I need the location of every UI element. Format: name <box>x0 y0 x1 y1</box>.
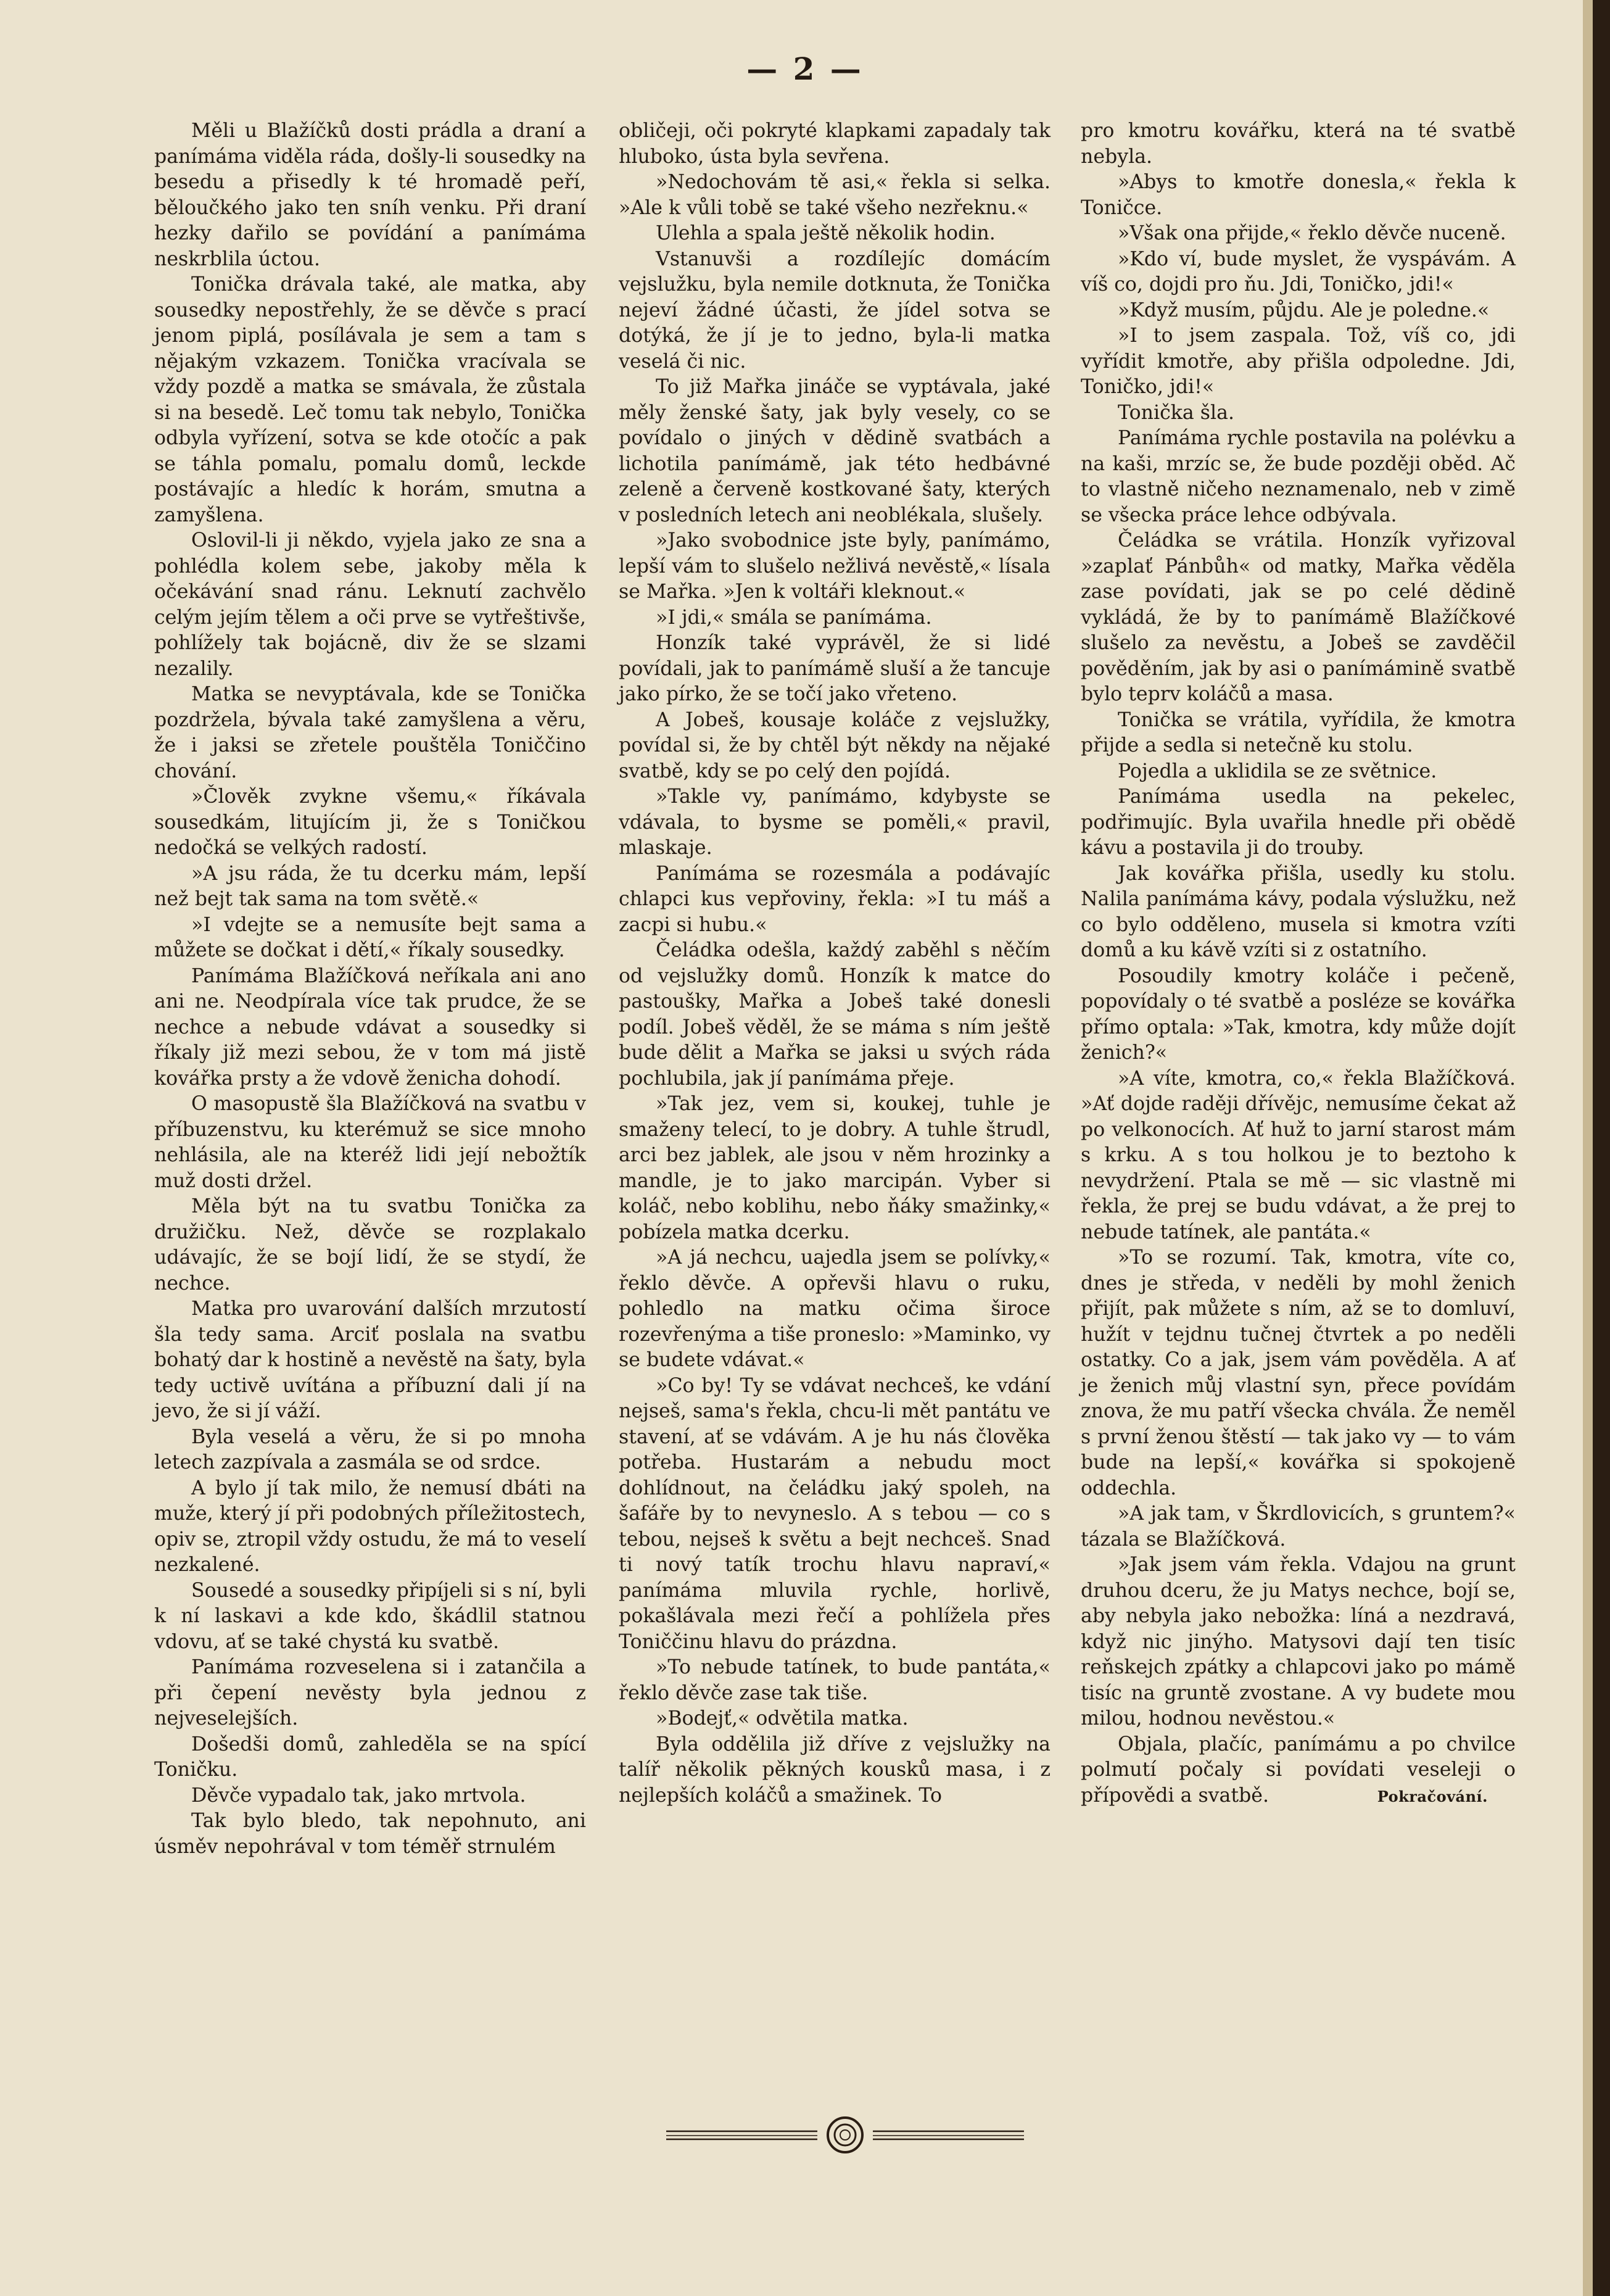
paragraph: »Takle vy, panímámo, kdybyste se vdávala, to bysme se poměli,« pravil, mlaskaje. <box>619 785 1051 859</box>
paragraph: obličeji, oči pokryté klapkami zapadaly tak hluboko, ústa byla sevřena. <box>619 120 1051 168</box>
paragraph: A bylo jí tak milo, že nemusí dbáti na muže, který jí při podobných příležitostech, opiv se, ztropil vždy ostudu, že má to veselí nezkalené. <box>154 1477 586 1576</box>
paragraph: »Abys to kmotře donesla,« řekla k Toničce. <box>1081 171 1516 219</box>
paragraph: Měla být na tu svatbu Tonička za družičku. Než, děvče se rozplakalo udávajíc, že se bojí lidí, že se stydí, že nechce. <box>154 1195 586 1295</box>
paragraph: »Tak jez, vem si, koukej, tuhle je smaženy telecí, to je dobry. A tuhle štrudl, arci bez jablek, ale jsou v něm hrozinky a mandle, je to jako marcipán. Vyber si koláč, nebo koblihu, nebo ňáky smažinky,« pobízela matka dcerku. <box>619 1093 1051 1243</box>
paragraph: Oslovil-li ji někdo, vyjela jako ze sna a pohlédla kolem sebe, jakoby měla k očekávání snad ránu. Leknutí zachvělo celým jejím tělem a oči prve se vytřeštivše, pohlížely tak bojácně, div že se slzami nezalily. <box>154 529 586 680</box>
paragraph: Pojedla a uklidila se ze světnice. <box>1118 760 1437 782</box>
paragraph: Byla oddělila již dříve z vejslužky na talíř několik pěkných kousků masa, i z nejlepších koláčů a smažinek. To <box>619 1733 1051 1807</box>
paragraph: »A jsu ráda, že tu dcerku mám, lepší než bejt tak sama na tom světě.« <box>154 862 586 910</box>
paragraph: Čeládka se vrátila. Honzík vyřizoval »zaplať Pánbůh« od matky, Mařka věděla zase povídati, jak se po celé dědině vykládá, že by to panímámě Blažíčkové slušelo za nevěstu, a Jobeš se zavděčil pověděním, jak by asi o panímámině svatbě bylo teprv koláčů a masa. <box>1081 529 1516 705</box>
paragraph: »A víte, kmotra, co,« řekla Blažíčková. »Ať dojde raději dřívějc, nemusíme čekat až po velkonocích. Ať huž to jarní starost mám s krku. A s tou holkou je to beztoho k nevydržení. Ptala se mě — sic vlastně mi řekla, že prej se budu vdávat, a že prej to nebude tatínek, ale pantáta.« <box>1081 1067 1516 1243</box>
paragraph: O masopustě šla Blažíčková na svatbu v příbuzenstvu, ku kterémuž se sice mnoho nehlásila, ale na kteréž lidi její nebožtík muž dosti držel. <box>154 1093 586 1192</box>
paragraph: »Člověk zvykne všemu,« říkávala sousedkám, litujícím ji, že s Toničkou nedočká se velkých radostí. <box>154 785 586 859</box>
binding-edge <box>1593 0 1610 2296</box>
paragraph: pro kmotru kovářku, která na té svatbě nebyla. <box>1081 120 1516 168</box>
paragraph: Byla veselá a věru, že si po mnoha letech zazpívala a zasmála se od srdce. <box>154 1425 586 1473</box>
paragraph: »Co by! Ty se vdávat nechceš, ke vdání nejseš, sama's řekla, chcu-li mět pantátu ve stavení, ať se vdávám. A je hu nás člověka potřeba. Hustarám a nebudu moct dohlídnout, na čeládku jaký spoleh, na šafáře by to nevyneslo. A s tebou — co s tebou, nejseš k světu a bejt nechceš. Snad ti nový tatík trochu hlavu napraví,« panímáma mluvila rychle, horlivě, pokašlávala mezi řečí a pohlížela přes Toniččinu hlavu do prázdna. <box>619 1374 1051 1653</box>
paragraph: »Jak jsem vám řekla. Vdajou na grunt druhou dceru, že ju Matys nechce, bojí se, aby nebyla jako nebožka: líná a nezdravá, když nic jinýho. Matysovi dají ten tisíc reňskejch zpátky a chlapcovi jako po mámě tisíc na gruntě zvostane. A vy budete mou milou, hodnou nevěstou.« <box>1081 1554 1516 1730</box>
paragraph: »I jdi,« smála se panímáma. <box>656 606 932 629</box>
paragraph: »Když musím, půjdu. Ale je poledne.« <box>1118 299 1490 321</box>
paragraph: Objala, plačíc, panímámu a po chvilce polmutí počaly si povídati veseleji o přípovědi a svatbě. <box>1081 1733 1516 1807</box>
paragraph: Vstanuvši a rozdílejíc domácím vejslužku, byla nemile dotknuta, že Tonička nejeví žádné účasti, že jídel sotva se dotýká, že jí je to jedno, byla-li matka veselá či nic. <box>619 247 1051 373</box>
paragraph: A Jobeš, kousaje koláče z vejslužky, povídal si, že by chtěl být někdy na nějaké svatbě, kdy se po celý den pojídá. <box>619 708 1051 782</box>
paragraph: Panímáma rychle postavila na polévku a na kaši, mrzíc se, že bude později oběd. Ač to vlastně ničeho neznamenalo, neb v zimě se všecka práce lehce odbývala. <box>1081 427 1516 526</box>
paragraph: Děvče vypadalo tak, jako mrtvola. <box>191 1784 526 1807</box>
page-edge <box>1583 0 1593 2296</box>
paragraph: Panímáma rozveselena si i zatančila a při čepení nevěsty byla jednou z nejveselejších. <box>154 1656 586 1730</box>
continuation-note: Pokračování. <box>1377 1788 1488 1805</box>
paragraph: Tonička se vrátila, vyřídila, že kmotra přijde a sedla si netečně ku stolu. <box>1081 708 1516 756</box>
text-column-2 <box>619 118 1051 1809</box>
paragraph: Matka pro uvarování dalších mrzutostí šla tedy sama. Arciť poslala na svatbu bohatý dar k hostině a nevěstě na šaty, byla tedy uctivě uvítána a příbuzní dali jí na jevo, že si jí váží. <box>154 1298 586 1422</box>
paragraph: Měli u Blažíčků dosti prádla a draní a panímáma viděla ráda, došly-li sousedky na besedu a přisedly k té hromadě peří, běloučkého jako ten sníh venku. Při draní hezky dařilo se povídání a panímáma neskrblila úctou. <box>154 120 586 270</box>
paragraph: Tak bylo bledo, tak nepohnuto, ani úsměv nepohrával v tom téměř strnulém <box>154 1810 586 1858</box>
paragraph: Posoudily kmotry koláče i pečeně, popovídaly o té svatbě a posléze se kovářka přímo optala: »Tak, kmotra, kdy může dojít ženich?« <box>1081 964 1516 1064</box>
paragraph: »Však ona přijde,« řeklo děvče nuceně. <box>1118 222 1506 244</box>
paragraph: Došedši domů, zahleděla se na spící Toničku. <box>154 1733 586 1781</box>
end-ornament <box>663 2113 1027 2157</box>
paragraph: »A já nechcu, uajedla jsem se polívky,« řeklo děvče. A opřevši hlavu o ruku, pohledlo na matku očima široce rozevřenýma a tiše proneslo: »Maminko, vy se budete vdávat.« <box>619 1246 1051 1371</box>
paragraph: »Jako svobodnice jste byly, panímámo, lepší vám to slušelo nežlivá nevěstě,« lísala se Mařka. »Jen k voltáři kleknout.« <box>619 529 1051 603</box>
paragraph: Jak kovářka přišla, usedly ku stolu. Nalila panímáma kávy, podala výslužku, než co bylo odděleno, musela si kmotra vzíti domů a ku kávě vzíti si z ostatního. <box>1081 862 1516 961</box>
paragraph: »Kdo ví, bude myslet, že vyspávám. A víš co, dojdi pro ňu. Jdi, Toničko, jdi!« <box>1081 247 1516 296</box>
paragraph: Honzík také vyprávěl, že si lidé povídali, jak to panímámě sluší a že tancuje jako pírko, že se točí jako vřeteno. <box>619 632 1051 705</box>
paragraph: To již Mařka jináče se vyptávala, jaké měly ženské šaty, jak byly vesely, co se povídalo o jiných v dědině svatbách a lichotila panímámě, jak této hedbávné zeleně a červeně kostkované šaty, kterých v posledních letech ani neoblékala, slušely. <box>619 376 1051 526</box>
text-column-1 <box>154 118 586 1860</box>
paragraph: Čeládka odešla, každý zaběhl s něčím od vejslužky domů. Honzík k matce do pastoušky, Mařka a Jobeš také donesli podíl. Jobeš věděl, že se máma s ním ještě bude dělit a Mařka se jaksi u svých ráda pochlubila, jak jí panímáma přeje. <box>619 939 1051 1090</box>
paragraph: »To nebude tatínek, to bude pantáta,« řeklo děvče zase tak tiše. <box>619 1656 1051 1704</box>
paragraph: Sousedé a sousedky připíjeli si s ní, byli k ní laskavi a kde kdo, škádlil statnou vdovu, ať se také chystá ku svatbě. <box>154 1579 586 1653</box>
paragraph: Panímáma usedla na pekelec, podřimujíc. Byla uvařila hnedle při obědě kávu a postavila ji do trouby. <box>1081 785 1516 859</box>
paragraph: Tonička šla. <box>1118 401 1235 424</box>
paragraph: »Bodejť,« odvětila matka. <box>656 1707 909 1730</box>
paragraph: »To se rozumí. Tak, kmotra, víte co, dnes je středa, v neděli by mohl ženich přijít, pak můžete s ním, až se to domluví, hužít v tejdnu tučnej čtvrtek a po neděli ostatky. Co a jak, jsem vám pověděla. A ať je ženich můj vlastní syn, přece povídám znova, že mu patří všecka chvála. Že neměl s první ženou štěstí — tak jako vy — to vám bude na lepší,« kovářka si spokojeně oddechla. <box>1081 1246 1516 1499</box>
page-number: — 2 — <box>746 51 864 87</box>
paragraph: »I vdejte se a nemusíte bejt sama a můžete se dočkat i dětí,« říkaly sousedky. <box>154 913 586 961</box>
text-column-3 <box>1081 118 1516 1810</box>
paragraph: »A jak tam, v Škrdlovicích, s gruntem?« tázala se Blažíčková. <box>1081 1502 1516 1551</box>
paragraph: Matka se nevyptávala, kde se Tonička pozdržela, bývala také zamyšlena a věru, že i jaksi se zřetele pouštěla Toniččino chování. <box>154 683 586 782</box>
paragraph: Panímáma se rozesmála a podávajíc chlapci kus vepřoviny, řekla: »I tu máš a zacpi si hubu.« <box>619 862 1051 936</box>
paragraph: »I to jsem zaspala. Tož, víš co, jdi vyřídit kmotře, aby přišla odpoledne. Jdi, Toničko, jdi!« <box>1081 325 1516 398</box>
paragraph: Panímáma Blažíčková neříkala ani ano ani ne. Neodpírala více tak prudce, že se nechce a nebude vdávat a sousedky si říkaly již mezi sebou, že v tom má jistě kovářka prsty a že vdově ženicha dohodí. <box>154 964 586 1090</box>
paragraph: Ulehla a spala ještě několik hodin. <box>656 222 996 244</box>
paragraph: Tonička drávala také, ale matka, aby sousedky nepostřehly, že se děvče s prací jenom piplá, posílávala je sem a tam s nějakým vzkazem. Tonička vracívala se vždy pozdě a matka se smávala, že zůstala si na besedě. Leč tomu tak nebylo, Tonička odbyla vyřízení, sotva se kde otočíc a pak se táhla pomalu, pomalu domů, leckde postávajíc a hledíc k horám, smutna a zamyšlena. <box>154 273 586 526</box>
paragraph: »Nedochovám tě asi,« řekla si selka. »Ale k vůli tobě se také všeho nezřeknu.« <box>619 171 1051 219</box>
